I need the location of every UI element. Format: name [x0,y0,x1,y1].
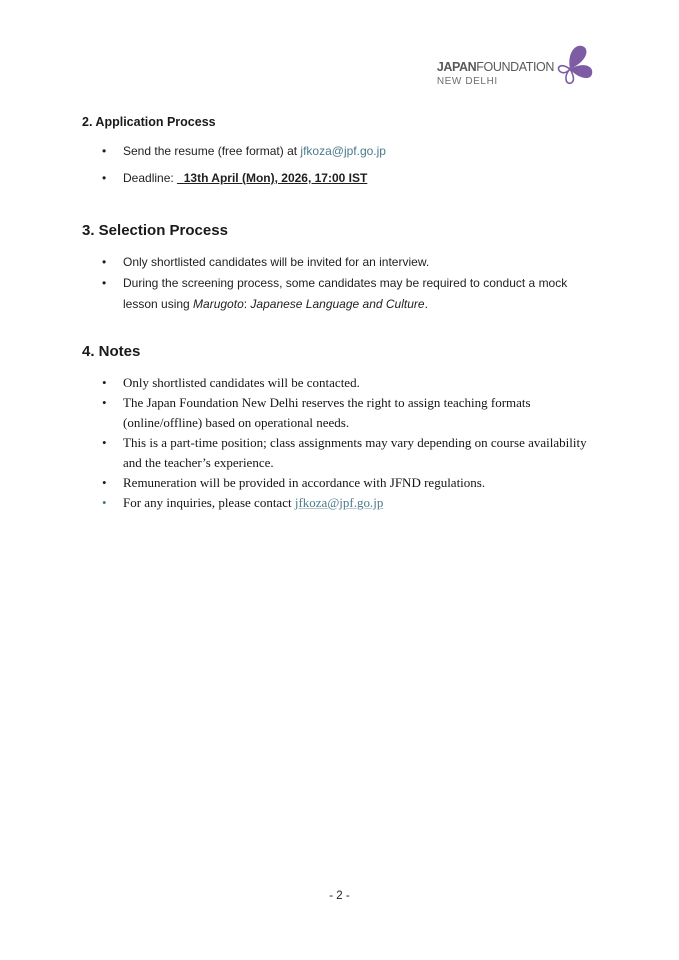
logo-name-bold: JAPAN [436,60,477,74]
text-segment: Marugoto [193,297,244,311]
text-segment: _13th April (Mon), 2026, 17:00 IST [177,171,368,185]
email-link[interactable]: jfkoza@jpf.go.jp [300,144,386,158]
bullet-item [82,393,595,433]
text-segment: . [424,297,428,311]
notes-heading: 4. Notes [82,343,141,360]
page-number: - 2 - [329,890,350,902]
bullet-item [82,473,595,493]
text-segment: : [243,297,251,311]
text-segment: Send the resume (free format) at [123,144,301,158]
text-segment: Deadline: [123,171,178,185]
bullet-item [82,273,593,315]
text-segment: The Japan Foundation New Delhi reserves the right to assign teaching formats (online/offline) based on operational needs. [123,395,531,430]
selection-process-heading: 3. Selection Process [82,222,228,239]
bullet-item [82,252,593,273]
bullet-item [82,493,595,513]
text-segment: Remuneration will be provided in accordance with JFND regulations. [123,475,486,490]
section-notes [82,343,595,513]
japan-foundation-butterfly-logo-icon [557,42,595,88]
page-footer [0,890,679,902]
application-process-heading: 2. Application Process [82,115,216,129]
application-process-list [82,143,595,186]
text-segment: This is a part-time position; class assignments may vary depending on course availability and the teacher’s experience. [123,435,587,470]
bullet-item [82,433,595,473]
bullet-item [82,170,595,186]
logo [82,0,595,88]
logo-subtitle: NEW DELHI [436,76,498,87]
section-selection-process [82,222,595,315]
selection-process-list [82,252,595,315]
notes-list [82,373,595,513]
text-segment: During the screening process, some candidates may be required to conduct a mock lesson using [123,276,568,311]
bullet-item [82,373,595,393]
logo-text [437,60,554,88]
text-segment: For any inquiries, please contact [123,495,295,510]
text-segment: Japanese Language and Culture [250,297,425,311]
text-segment: Only shortlisted candidates will be contacted. [123,375,360,390]
text-segment: Only shortlisted candidates will be invited for an interview. [123,255,430,269]
email-link[interactable]: jfkoza@jpf.go.jp [294,495,384,510]
logo-name-light: FOUNDATION [476,60,554,74]
bullet-item [82,143,595,159]
logo-name [437,60,554,75]
section-application-process [82,115,595,186]
